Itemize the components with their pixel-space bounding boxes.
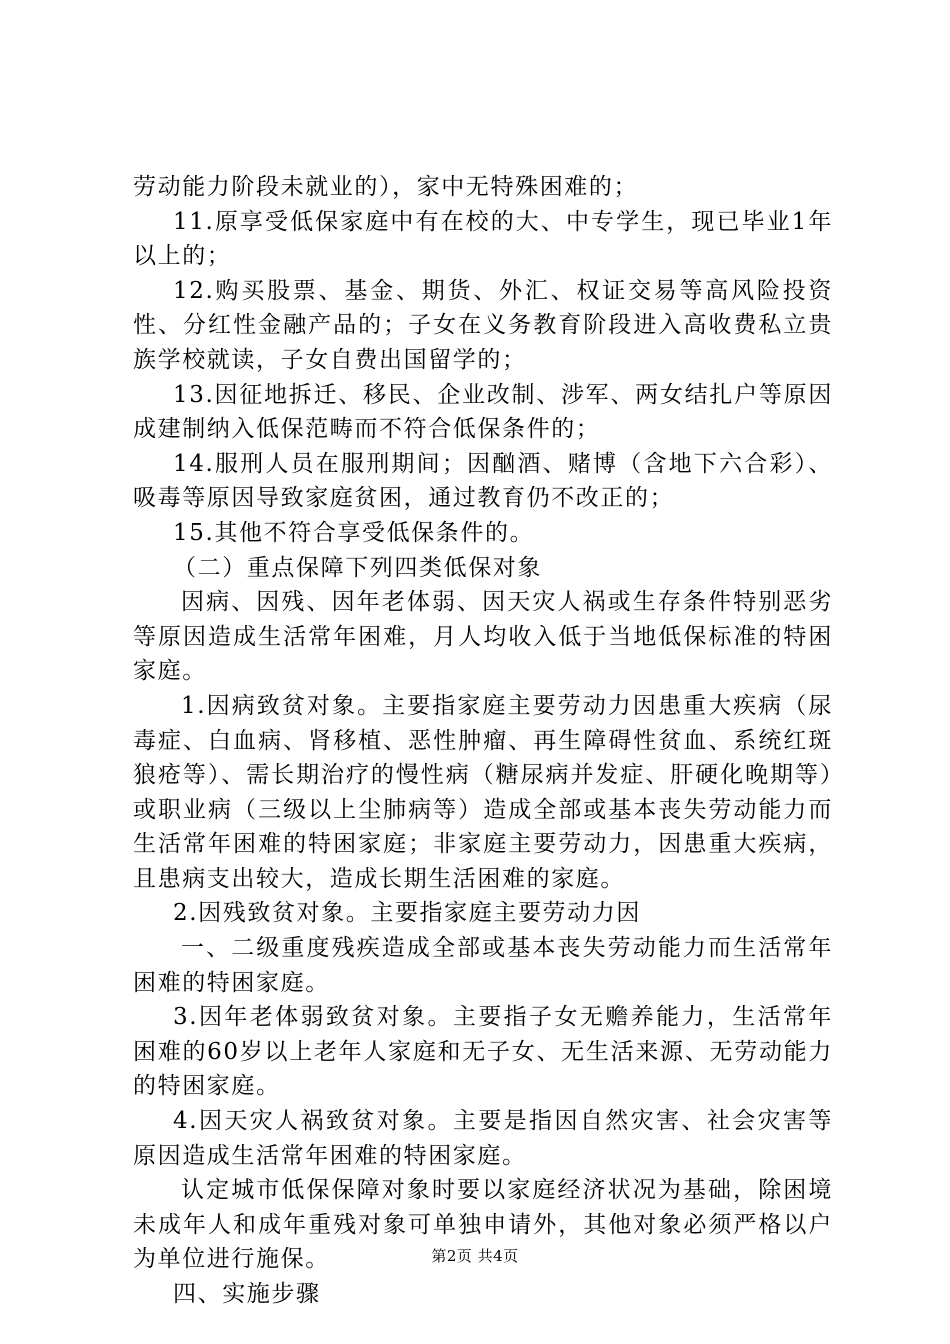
paragraph: 因病、因残、因年老体弱、因天灾人祸或生存条件特别恶劣等原因造成生活常年困难，月人均收入低于当地低保标准的特困家庭。 bbox=[133, 589, 833, 685]
paragraph: 13.因征地拆迁、移民、企业改制、涉军、两女结扎户等原因成建制纳入低保范畴而不符合低保条件的； bbox=[133, 381, 833, 443]
paragraph: 3.因年老体弱致贫对象。主要指子女无赡养能力，生活常年困难的60岁以上老年人家庭和无子女、无生活来源、无劳动能力的特困家庭。 bbox=[133, 1004, 833, 1100]
paragraph: 1.因病致贫对象。主要指家庭主要劳动力因患重大疾病（尿毒症、白血病、肾移植、恶性肿瘤、再生障碍性贫血、系统红斑狼疮等）、需长期治疗的慢性病（糖尿病并发症、肝硬化晚期等）或职业病（三级以上尘肺病等）造成全部或基本丧失劳动能力而生活常年困难的特困家庭；非家庭主要劳动力，因患重大疾病，且患病支出较大，造成长期生活困难的家庭。 bbox=[133, 692, 833, 892]
paragraph: 14.服刑人员在服刑期间；因酗酒、赌博（含地下六合彩）、吸毒等原因导致家庭贫困，通过教育仍不改正的； bbox=[133, 450, 833, 512]
document-body bbox=[133, 170, 833, 1312]
paragraph: （二）重点保障下列四类低保对象 bbox=[173, 554, 542, 581]
paragraph: 一、二级重度残疾造成全部或基本丧失劳动能力而生活常年困难的特困家庭。 bbox=[133, 935, 833, 996]
paragraph: 12.购买股票、基金、期货、外汇、权证交易等高风险投资性、分红性金融产品的；子女在义务教育阶段进入高收费私立贵族学校就读，子女自费出国留学的； bbox=[133, 277, 833, 373]
paragraph: 认定城市低保保障对象时要以家庭经济状况为基础，除困境未成年人和成年重残对象可单独申请外，其他对象必须严格以户为单位进行施保。 bbox=[133, 1177, 833, 1273]
paragraph: 四、实施步骤 bbox=[173, 1281, 321, 1307]
page-footer: 第2页 共4页 bbox=[431, 1247, 519, 1265]
paragraph: 劳动能力阶段未就业的），家中无特殊困难的； bbox=[133, 174, 639, 200]
paragraph: 15.其他不符合享受低保条件的。 bbox=[173, 519, 535, 546]
paragraph: 2.因残致贫对象。主要指家庭主要劳动力因 bbox=[173, 900, 641, 927]
paragraph: 4.因天灾人祸致贫对象。主要是指因自然灾害、社会灾害等原因造成生活常年困难的特困家庭。 bbox=[133, 1108, 833, 1169]
paragraph: 11.原享受低保家庭中有在校的大、中专学生，现已毕业1年以上的； bbox=[133, 208, 833, 270]
